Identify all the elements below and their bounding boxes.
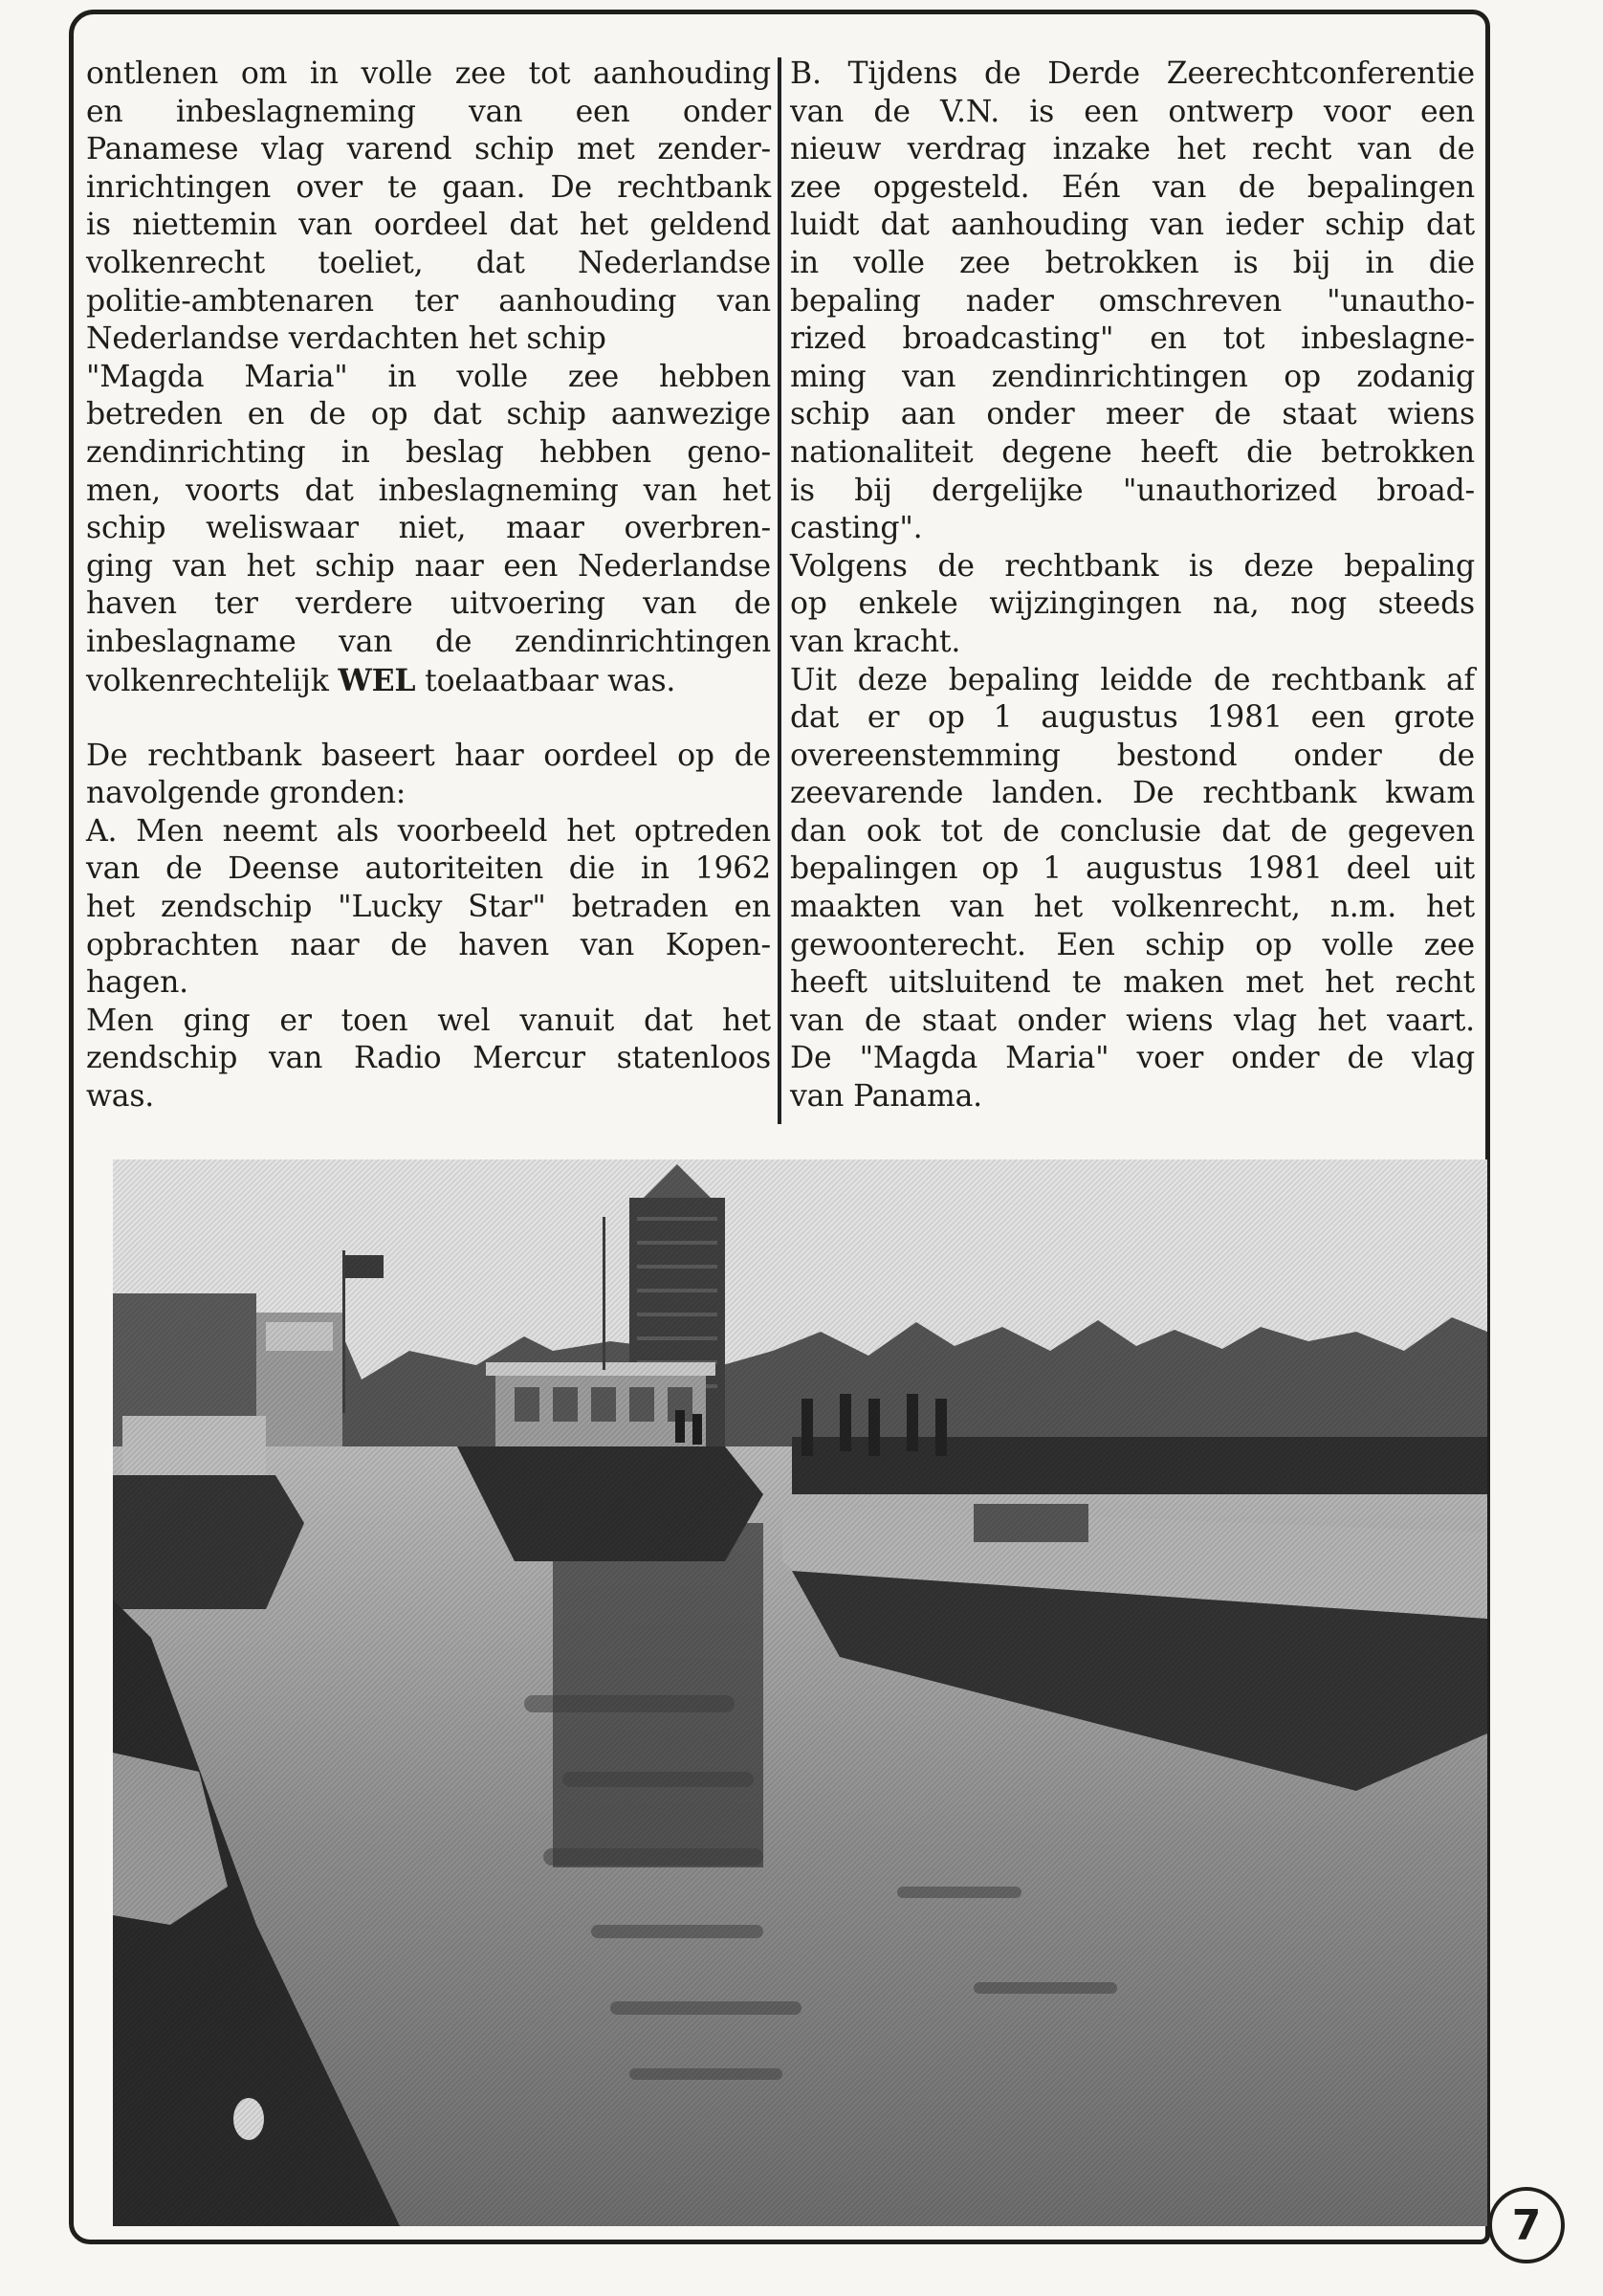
paragraph-conclusion — [790, 662, 1475, 1116]
text-line: ming van zendinrichtingen op zodanig — [790, 359, 1475, 394]
text-line: betreden en de op dat schip aanwezige — [86, 397, 771, 432]
paragraph-still-in-force — [790, 548, 1475, 662]
text-line: zeevarende landen. De rechtbank kwam — [790, 776, 1475, 811]
text-line: van de staat onder wiens vlag het vaart. — [790, 1003, 1475, 1038]
text-line: gewoonterecht. Een schip op volle zee — [790, 927, 1475, 962]
text-line: A. Men neemt als voorbeeld het optreden — [86, 813, 771, 849]
text-line: dan ook tot de conclusie dat de gegeven — [790, 813, 1475, 849]
text-line: Nederlandse verdachten het schip — [86, 321, 606, 357]
text-line: ontlenen om in volle zee tot aanhouding — [86, 56, 771, 91]
text-line: bepalingen op 1 augustus 1981 deel uit — [790, 851, 1475, 887]
text-line: nieuw verdrag inzake het recht van de — [790, 132, 1475, 167]
harbour-photo-illustration — [113, 1159, 1487, 2226]
text-line: inbeslagname van de zendinrichtingen — [86, 624, 771, 659]
right-text-column — [790, 55, 1475, 1116]
text-fragment: toelaatbaar was. — [415, 663, 676, 698]
text-line: maakten van het volkenrecht, n.m. het — [790, 890, 1475, 925]
text-line: van de Deense autoriteiten die in 1962 — [86, 851, 771, 887]
text-line: opbrachten naar de haven van Kopen- — [86, 927, 771, 962]
text-line: zendschip van Radio Mercur statenloos — [86, 1041, 771, 1076]
paragraph-court-ruling — [86, 55, 771, 699]
text-line: politie-ambtenaren ter aanhouding van — [86, 283, 771, 319]
text-line: rized broadcasting" en tot inbeslagne- — [790, 321, 1475, 357]
text-line: hagen. — [86, 965, 188, 1001]
text-fragment: volkenrechtelijk — [86, 663, 339, 698]
paragraph-ground-a — [86, 813, 771, 1003]
text-line: Men ging er toen wel vanuit dat het — [86, 1003, 771, 1038]
text-line: is bij dergelijke "unauthorized broad- — [790, 473, 1475, 508]
text-line: van de V.N. is een ontwerp voor een — [790, 94, 1475, 129]
text-line: zendinrichting in beslag hebben geno- — [86, 434, 771, 470]
page-number: 7 — [1511, 2200, 1542, 2250]
text-line: Volgens de rechtbank is deze bepaling — [790, 548, 1475, 584]
text-line: was. — [86, 1079, 155, 1115]
text-line: ging van het schip naar een Nederlandse — [86, 548, 771, 584]
text-line: nationaliteit degene heeft die betrokken — [790, 434, 1475, 470]
text-line: De "Magda Maria" voer onder de vlag — [790, 1041, 1475, 1076]
paragraph-ground-b — [790, 55, 1475, 548]
left-text-column — [86, 55, 771, 1116]
text-line: op enkele wijzingingen na, nog steeds — [790, 586, 1475, 622]
text-line: casting". — [790, 511, 923, 546]
column-divider — [778, 57, 781, 1124]
text-line: zee opgesteld. Eén van de bepalingen — [790, 169, 1475, 205]
text-line: is niettemin van oordeel dat het geldend — [86, 208, 771, 243]
text-line: "Magda Maria" in volle zee hebben — [86, 359, 771, 394]
text-line: het zendschip "Lucky Star" betraden en — [86, 890, 771, 925]
text-line: B. Tijdens de Derde Zeerechtconferentie — [790, 56, 1475, 91]
text-line: haven ter verdere uitvoering van de — [86, 586, 771, 622]
text-line: schip weliswaar niet, maar overbren- — [86, 511, 771, 546]
paragraph-radio-mercur — [86, 1003, 771, 1116]
text-line: heeft uitsluitend te maken met het recht — [790, 965, 1475, 1001]
text-line: Uit deze bepaling leidde de rechtbank af — [790, 662, 1475, 697]
emphasis-wel: WEL — [338, 662, 416, 698]
text-line: in volle zee betrokken is bij in die — [790, 245, 1475, 280]
text-line: van kracht. — [790, 624, 961, 659]
text-line: inrichtingen over te gaan. De rechtbank — [86, 169, 771, 205]
text-line: en inbeslagneming van een onder — [86, 94, 771, 129]
text-line-last — [86, 662, 771, 700]
text-line: schip aan onder meer de staat wiens — [790, 397, 1475, 432]
text-line: navolgende gronden: — [86, 776, 406, 811]
text-line: van Panama. — [790, 1079, 982, 1115]
text-line: De rechtbank baseert haar oordeel op de — [86, 738, 771, 773]
paragraph-grounds-intro — [86, 738, 771, 813]
text-line: luidt dat aanhouding van ieder schip dat — [790, 208, 1475, 243]
page-number-badge — [1488, 2187, 1565, 2263]
text-line: Panamese vlag varend schip met zender- — [86, 132, 771, 167]
text-line: men, voorts dat inbeslagneming van het — [86, 473, 771, 508]
harbour-photo — [113, 1159, 1487, 2226]
text-line: overeenstemming bestond onder de — [790, 738, 1475, 773]
text-line: dat er op 1 augustus 1981 een grote — [790, 700, 1475, 736]
text-line: bepaling nader omschreven "unautho- — [790, 283, 1475, 319]
text-line: volkenrecht toeliet, dat Nederlandse — [86, 245, 771, 280]
